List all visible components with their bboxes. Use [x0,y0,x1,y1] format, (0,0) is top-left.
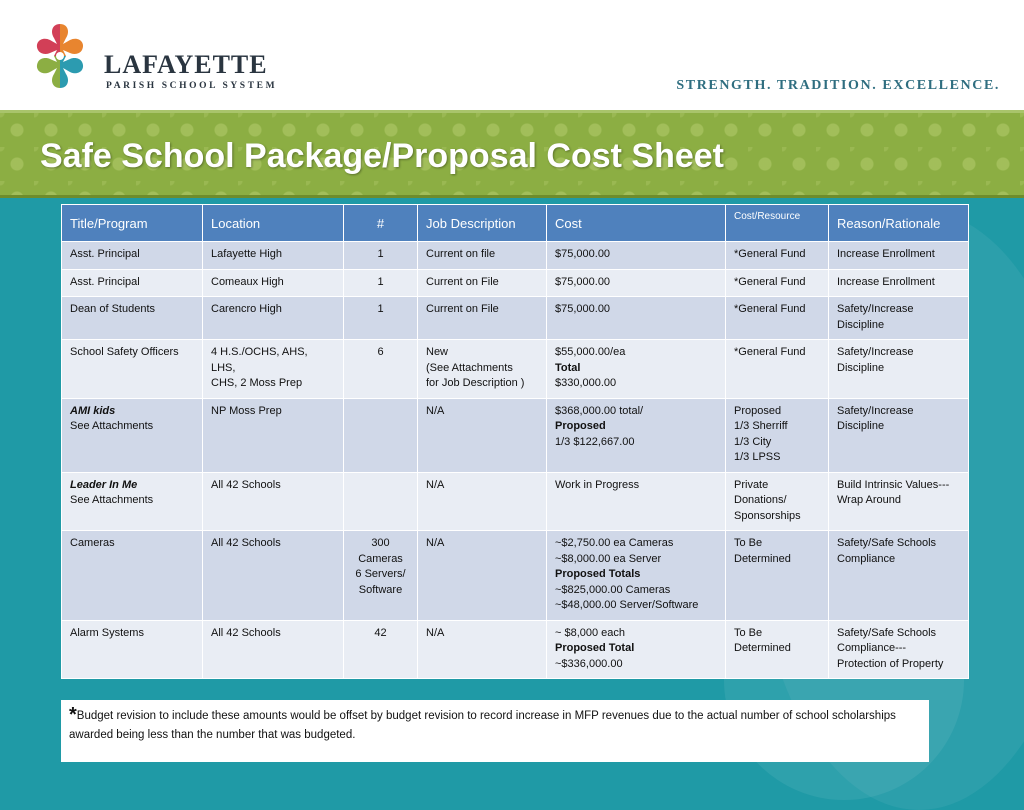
cell-count [344,269,418,297]
cell-text: Asst. Principal [70,248,140,260]
cell-text: $75,000.00 [555,248,611,260]
cell-reason [829,340,969,399]
lafayette-logo-icon [24,20,96,92]
cost-table [61,204,969,679]
cell-resource [726,531,829,621]
cell-resource [726,242,829,270]
cell-title [62,531,203,621]
cell-job [418,297,547,340]
cell-text: 1 [377,275,384,288]
cell-text: NP Moss Prep [211,404,282,417]
cell-text: 1/3 LPSS [734,451,781,463]
cell-title [62,398,203,472]
cell-reason [829,297,969,340]
cell-title [62,297,203,340]
cell-text: Safety/Increase [837,346,914,358]
cell-text: Compliance [837,552,896,565]
cell-text: Total [555,361,581,374]
logo-subtitle: PARISH SCHOOL SYSTEM [106,81,278,91]
cell-text: Increase Enrollment [837,248,935,260]
cell-text: Donations/ [734,494,787,506]
cell-reason [829,269,969,297]
cell-text: Safety/Increase [837,303,914,315]
cell-text: 300 [371,537,390,549]
column-header-title: Title/Program [62,205,203,242]
tagline: STRENGTH. TRADITION. EXCELLENCE. [676,78,1000,93]
cell-count [344,472,418,531]
cell-cost [547,472,726,531]
cell-count [344,620,418,679]
cell-text: ~ $8,000 each [555,626,626,639]
cell-text: 4 H.S./OCHS, AHS, LHS, [211,346,308,374]
cell-text: Increase Enrollment [837,275,935,288]
cell-text: $75,000.00 [555,275,611,288]
column-header-count: # [344,205,418,242]
cell-cost [547,620,726,679]
cell-text: Cameras [70,537,115,549]
cell-text: Determined [734,642,791,654]
cell-text: *General Fund [734,303,806,315]
cell-text: Proposed [555,420,606,432]
cell-text: Current on file [426,248,496,260]
cell-count [344,340,418,399]
cell-location [203,297,344,340]
cell-title [62,620,203,679]
cell-location [203,398,344,472]
cell-text: Build Intrinsic Values--- [837,478,950,491]
cell-text: Cameras [358,552,403,565]
cell-text: CHS, 2 Moss Prep [211,377,303,389]
column-header-cost: Cost [547,205,726,242]
cell-location [203,340,344,399]
cell-text: To Be [734,537,763,549]
cell-job [418,472,547,531]
cell-text: See Attachments [70,494,154,506]
cell-location [203,531,344,621]
cell-text: New [426,346,449,358]
cell-text: 1/3 Sherriff [734,420,788,432]
cell-text: Protection of Property [837,657,944,670]
column-header-location: Location [203,205,344,242]
cell-reason [829,242,969,270]
title-banner [0,110,1024,198]
cell-text: ~$2,750.00 ea Cameras [555,537,674,549]
cell-text: Leader In Me [70,478,138,491]
column-header-job-description: Job Description [418,205,547,242]
table-row [62,297,969,340]
table-header-row [62,205,969,242]
cell-resource [726,297,829,340]
cell-text: Carencro High [211,303,282,315]
cell-cost [547,531,726,621]
cell-reason [829,472,969,531]
cell-text: for Job Description ) [426,377,525,389]
cell-text: ~$336,000.00 [555,657,623,670]
cell-count [344,531,418,621]
cell-title [62,242,203,270]
table-row [62,340,969,399]
cell-location [203,472,344,531]
table-row [62,472,969,531]
cell-cost [547,297,726,340]
cell-text: Sponsorships [734,509,801,522]
cell-text: Discipline [837,361,885,374]
logo-name: LAFAYETTE [104,50,268,79]
cell-location [203,269,344,297]
cell-title [62,340,203,399]
cell-reason [829,398,969,472]
cell-text: To Be [734,626,763,639]
table-row [62,269,969,297]
cell-text: Lafayette High [211,248,282,260]
cell-cost [547,242,726,270]
cell-text: Safety/Increase [837,404,914,417]
cell-text: $55,000.00/ea [555,346,626,358]
cell-text: ~$8,000.00 ea Server [555,552,662,565]
table-row [62,620,969,679]
cell-text: Proposed [734,404,782,417]
cell-text: Software [358,583,403,596]
cell-text: Dean of Students [70,303,156,315]
cell-resource [726,398,829,472]
cell-count [344,242,418,270]
cell-text: Comeaux High [211,275,284,288]
footnote-text: Budget revision to include these amounts would be offset by budget revision to record increase in MFP revenues due to the actual number of school scholarships awarded being less than the number that was budgeted. [69,710,896,741]
cell-resource [726,472,829,531]
table-row [62,531,969,621]
cell-text: Discipline [837,318,885,331]
cell-cost [547,269,726,297]
cell-reason [829,531,969,621]
cell-job [418,398,547,472]
cell-text: $368,000.00 total/ [555,404,644,417]
cell-reason [829,620,969,679]
header [0,0,1024,110]
cell-count [344,398,418,472]
cell-text: ~$48,000.00 Server/Software [555,599,699,611]
cell-text: N/A [426,537,445,549]
cell-text: Safety/Safe Schools [837,626,937,639]
footnote-asterisk: * [69,704,77,726]
cell-title [62,269,203,297]
cell-text: Compliance--- [837,642,907,654]
cell-text: All 42 Schools [211,478,281,491]
cell-text: *General Fund [734,248,806,260]
cell-text: Proposed Total [555,642,635,654]
cell-text: Current on File [426,275,499,288]
cell-text: Work in Progress [555,478,640,491]
cell-text: 1 [377,303,384,315]
cell-text: 1/3 City [734,435,772,448]
cell-cost [547,340,726,399]
cell-text: Wrap Around [837,494,902,506]
page-title: Safe School Package/Proposal Cost Sheet [40,137,725,175]
cell-resource [726,340,829,399]
cell-resource [726,269,829,297]
cell-text: 1 [377,248,384,260]
cell-job [418,269,547,297]
column-header-reason: Reason/Rationale [829,205,969,242]
cell-text: Determined [734,552,791,565]
cell-text: Safety/Safe Schools [837,537,937,549]
cell-text: See Attachments [70,420,154,432]
table-row [62,398,969,472]
footnote [61,700,929,762]
cell-text: $330,000.00 [555,377,617,389]
cell-text: N/A [426,626,445,639]
cell-text: All 42 Schools [211,537,281,549]
cell-location [203,242,344,270]
cell-location [203,620,344,679]
cell-text: ~$825,000.00 Cameras [555,583,671,596]
cell-text: 1/3 $122,667.00 [555,435,635,448]
cell-text: 6 [377,346,384,358]
cell-text: *General Fund [734,346,806,358]
cell-text: N/A [426,478,445,491]
cell-title [62,472,203,531]
cell-text: Proposed Totals [555,568,641,580]
cell-text: Asst. Principal [70,275,140,288]
cell-job [418,531,547,621]
cell-text: (See Attachments [426,361,513,374]
cell-resource [726,620,829,679]
cell-text: All 42 Schools [211,626,281,639]
column-header-cost-resource: Cost/Resource [726,205,829,242]
cell-text: Current on File [426,303,499,315]
cell-text: 42 [374,626,387,639]
cell-job [418,340,547,399]
cell-job [418,620,547,679]
cell-text: $75,000.00 [555,303,611,315]
cell-count [344,297,418,340]
cell-job [418,242,547,270]
table-row [62,242,969,270]
cell-text: N/A [426,404,445,417]
cell-text: Discipline [837,420,885,432]
cell-text: AMI kids [70,404,116,417]
cell-text: Private [734,478,769,491]
cell-text: School Safety Officers [70,346,179,358]
cell-text: Alarm Systems [70,626,144,639]
cell-cost [547,398,726,472]
cell-text: *General Fund [734,275,806,288]
cell-text: 6 Servers/ [355,568,406,580]
